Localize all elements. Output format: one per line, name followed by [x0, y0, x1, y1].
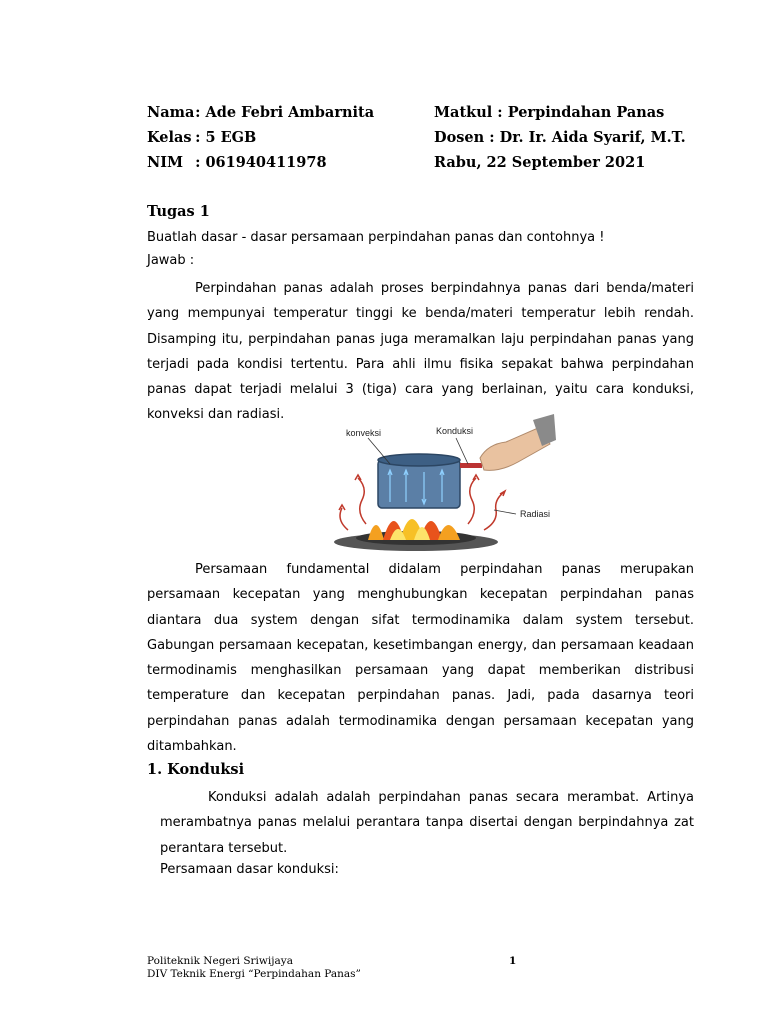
footer-institution [147, 955, 361, 981]
nim-row [147, 154, 327, 171]
section-konduksi-body: Konduksi adalah adalah perpindahan panas secara merambat. Artinya merambatnya panas melalui perantara tanpa disertai dengan berpindahnya zat perantara tersebut. [160, 790, 694, 856]
footer-line-2: DIV Teknik Energi “Perpindahan Panas” [147, 968, 361, 980]
nim-value: : 061940411978 [195, 154, 327, 171]
pot-rim [378, 454, 460, 466]
nama-label: Nama [147, 104, 195, 121]
answer-label: Jawab : [147, 253, 195, 268]
label-radiasi: Radiasi [520, 509, 551, 519]
konduksi-formula-intro: Persamaan dasar konduksi: [160, 862, 339, 877]
heat-transfer-figure [328, 414, 556, 554]
pot-handle [460, 463, 482, 468]
tanggal: Rabu, 22 September 2021 [434, 154, 646, 171]
footer-line-1: Politeknik Negeri Sriwijaya [147, 955, 293, 967]
kelas-value: : 5 EGB [195, 129, 257, 146]
nim-label: NIM [147, 154, 184, 171]
paragraph-intro: Perpindahan panas adalah proses berpindahnya panas dari benda/materi yang mempunyai temperatur tinggi ke benda/materi temperatur lebih rendah. Disamping itu, perpindahan panas juga meramalkan laju perpindahan panas yang terjadi pada kondisi tertentu. Para ahli ilmu fisika sepakat bahwa perpindahan panas dapat terjadi melalui 3 (tiga) cara yang berlainan, yaitu cara konduksi, konveksi dan radiasi. [147, 281, 694, 423]
section-konduksi-title: 1. Konduksi [147, 761, 245, 778]
kelas-row [147, 129, 256, 146]
nama-value: : Ade Febri Ambarnita [195, 104, 375, 121]
task-title: Tugas 1 [147, 203, 210, 220]
label-konduksi: Konduksi [436, 426, 474, 436]
page-number: 1 [509, 955, 517, 967]
task-question: Buatlah dasar - dasar persamaan perpindahan panas dan contohnya ! [147, 230, 605, 245]
radiasi-pointer [494, 510, 516, 514]
label-konveksi: konveksi [346, 428, 382, 438]
matkul: Matkul : Perpindahan Panas [434, 104, 665, 121]
fire-flames [368, 519, 460, 540]
nama-row [147, 104, 374, 121]
kelas-label: Kelas [147, 129, 192, 146]
paragraph-fundamental: Persamaan fundamental didalam perpindahan panas merupakan persamaan kecepatan yang menghubungkan kecepatan perpindahan panas diantara dua system dengan sifat termodinamika dalam system tersebut. Gabungan persamaan kecepatan, kesetimbangan energy, dan persamaan keadaan termodinamis menghasilkan persamaan yang dapat memberikan distribusi temperature dan kecepatan perpindahan panas. Jadi, pada dasarnya teori perpindahan panas adalah termodinamika dengan persamaan kecepatan yang ditambahkan. [147, 562, 694, 755]
dosen: Dosen : Dr. Ir. Aida Syarif, M.T. [434, 129, 686, 146]
